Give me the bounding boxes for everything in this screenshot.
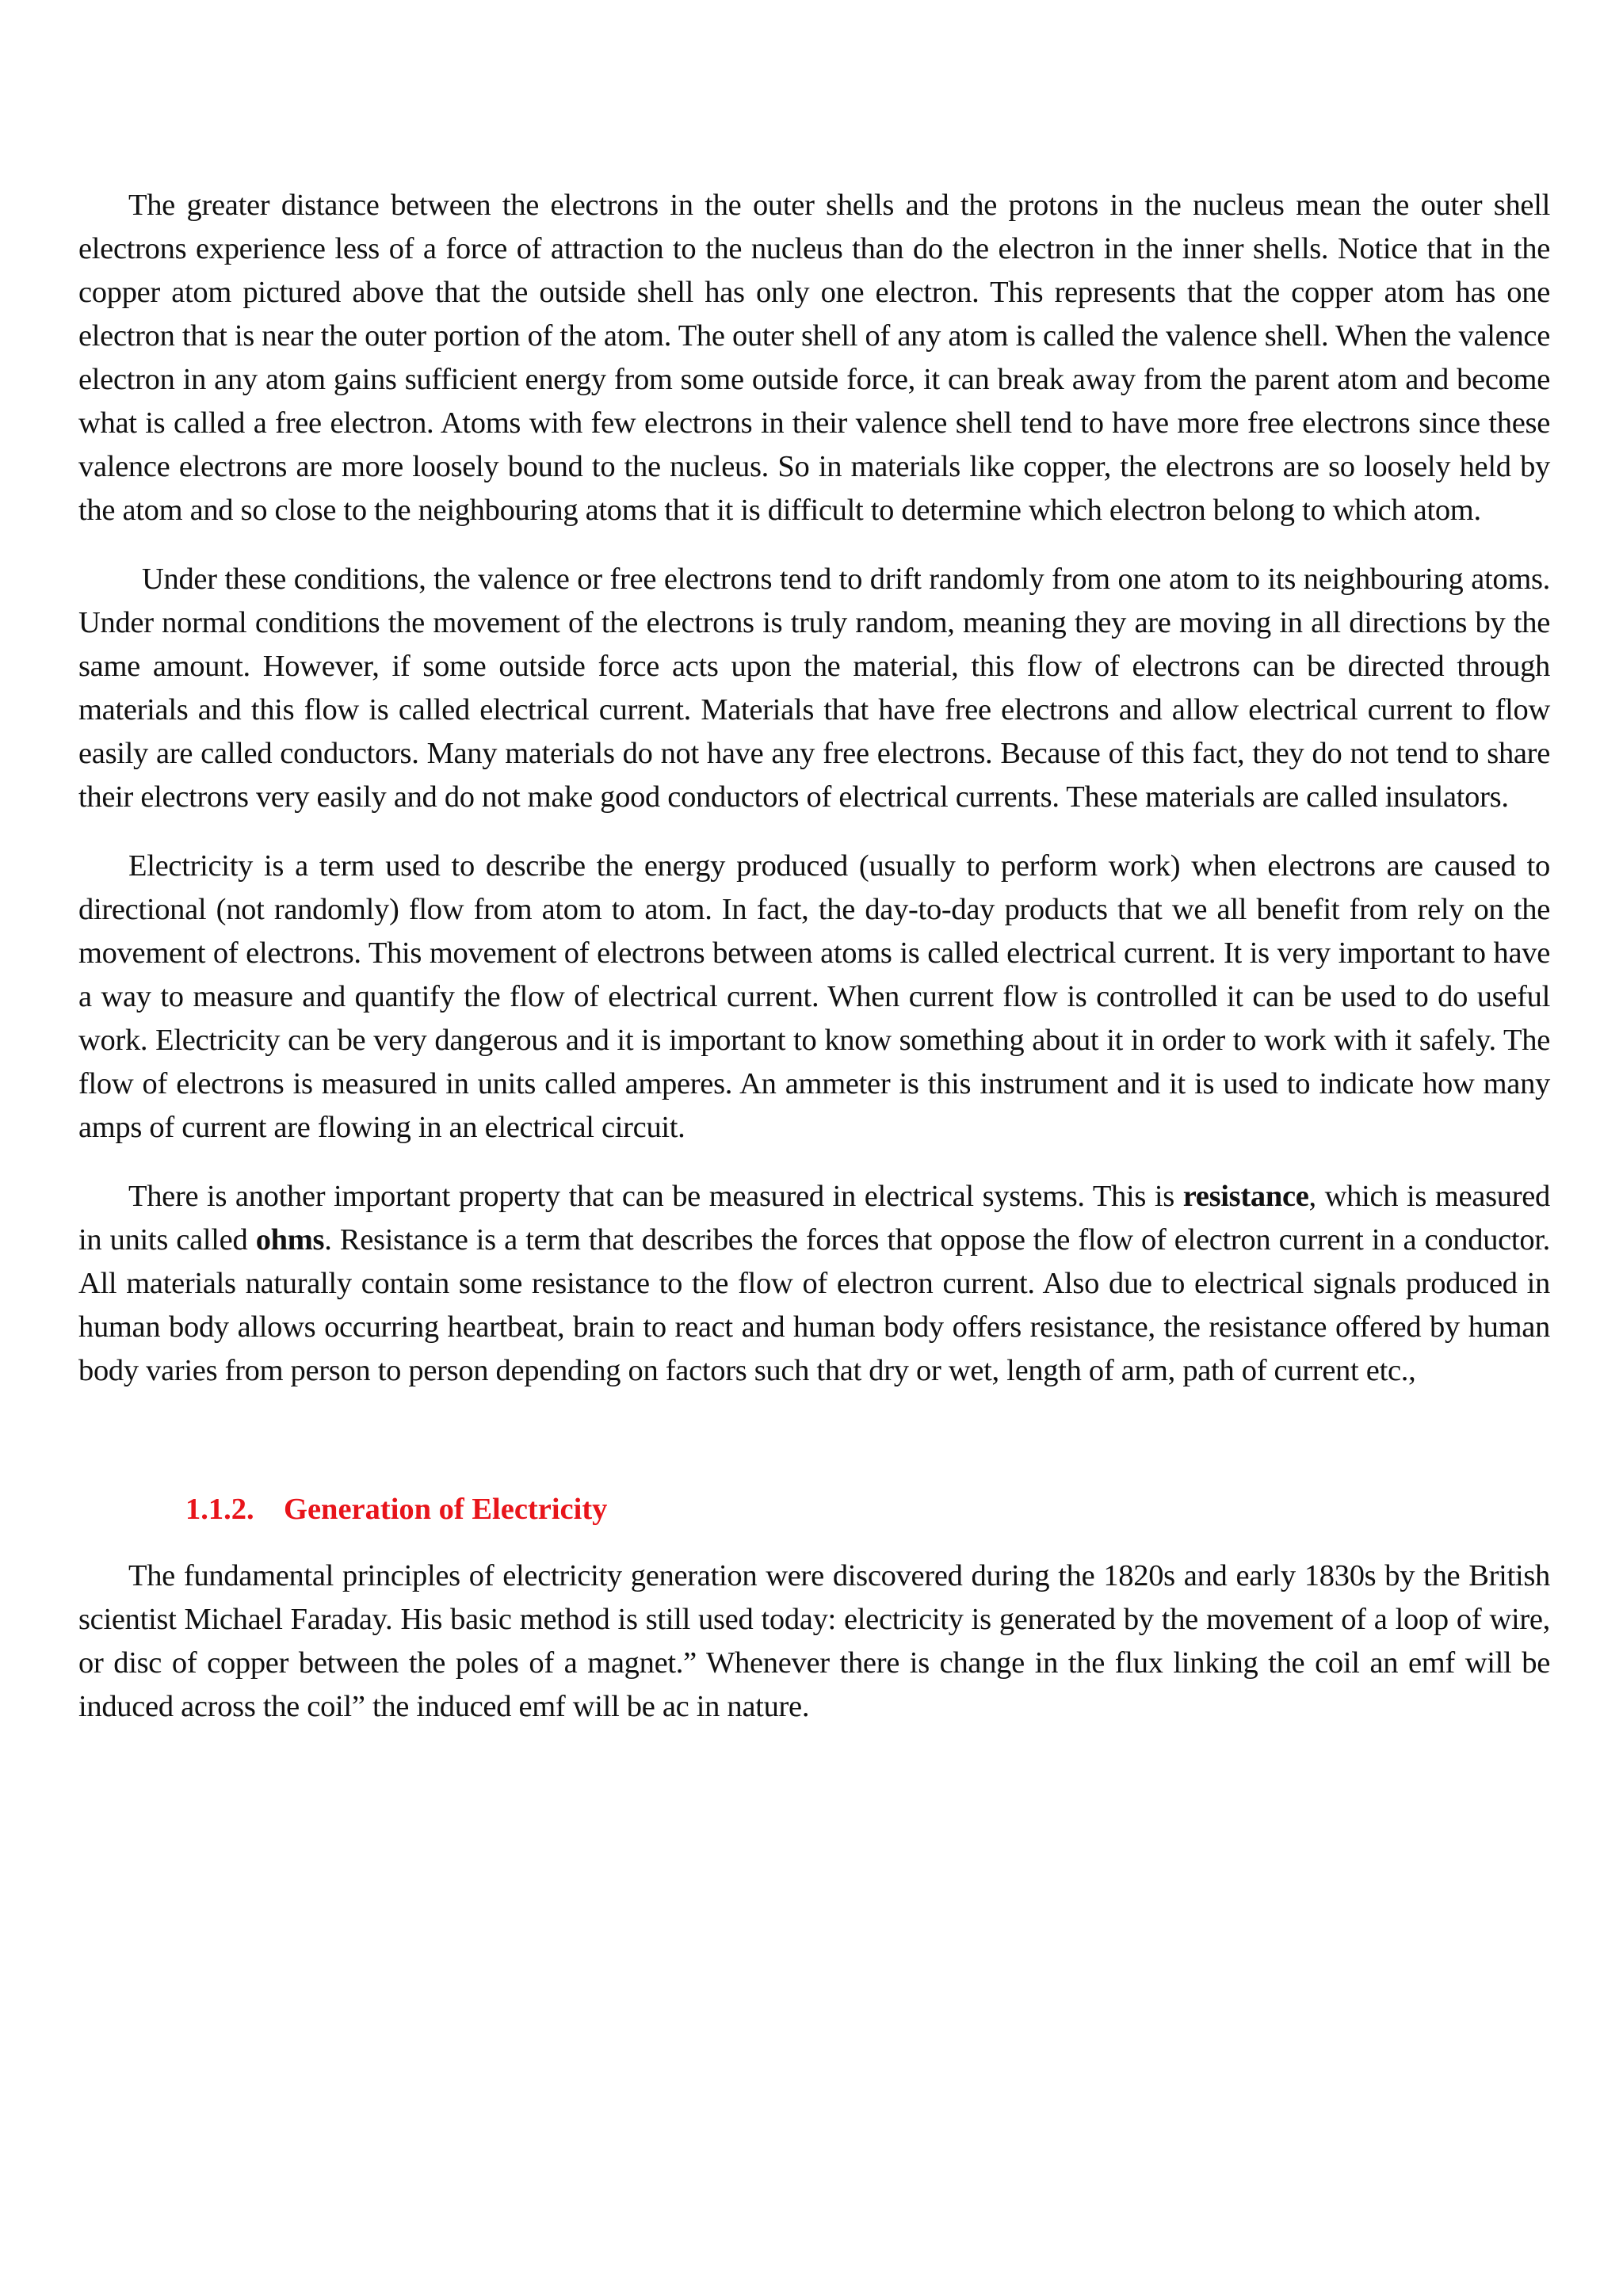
section-heading — [78, 1488, 1550, 1531]
document-page — [78, 184, 1550, 1754]
paragraph-resistance — [78, 1175, 1550, 1393]
section-title: Generation of Electricity — [284, 1493, 608, 1526]
paragraph-generation: The fundamental principles of electricity generation were discovered during the 1820s and early 1830s by the British scientist Michael Faraday. His basic method is still used today: electricity is generated by the movement of a loop of wire, or disc of copper between the poles of a magnet.” Whenever there is change in the flux linking the coil an emf will be induced across the coil” the induced emf will be ac in nature. — [78, 1559, 1550, 1723]
section-number: 1.1.2. — [185, 1493, 254, 1526]
ohms-term: ohms — [255, 1223, 325, 1257]
resistance-text-2: , which is measured in units called — [78, 1180, 1550, 1257]
paragraph-free-electrons: Under these conditions, the valence or free electrons tend to drift randomly from one atom to its neighbouring atoms. Under normal conditions the movement of the electrons is truly random, meaning they are moving in all directions by the same amount. However, if some outside force acts upon the material, this flow of electrons can be directed through materials and this flow is called electrical current. Materials that have free electrons and allow electrical current to flow easily are called conductors. Many materials do not have any free electrons. Because of this fact, they do not tend to share their electrons very easily and do not make good conductors of electrical currents. These materials are called insulators. — [78, 563, 1550, 814]
section-spacer — [78, 1418, 1550, 1488]
resistance-term: resistance — [1182, 1180, 1309, 1213]
paragraph-valence-shell: The greater distance between the electrons in the outer shells and the protons in the nucleus mean the outer shell electrons experience less of a force of attraction to the nucleus than do the electron in the inner shells. Notice that in the copper atom pictured above that the outside shell has only one electron. This represents that the copper atom has one electron that is near the outer portion of the atom. The outer shell of any atom is called the valence shell. When the valence electron in any atom gains sufficient energy from some outside force, it can break away from the parent atom and become what is called a free electron. Atoms with few electrons in their valence shell tend to have more free electrons since these valence electrons are more loosely bound to the nucleus. So in materials like copper, the electrons are so loosely held by the atom and so close to the neighbouring atoms that it is difficult to determine which electron belong to which atom. — [78, 189, 1550, 527]
resistance-text-3: . Resistance is a term that describes the forces that oppose the flow of electron current in a conductor. All materials naturally contain some resistance to the flow of electron current. Also due to electrical signals produced in human body allows occurring heartbeat, brain to react and human body offers resistance, the resistance offered by human body varies from person to person depending on factors such that dry or wet, length of arm, path of current etc., — [78, 1223, 1550, 1387]
resistance-text-1: There is another important property that can be measured in electrical systems. This is — [128, 1180, 1183, 1213]
paragraph-electrical-current: Electricity is a term used to describe the energy produced (usually to perform work) when electrons are caused to directional (not randomly) flow from atom to atom. In fact, the day-to-day products that we all benefit from rely on the movement of electrons. This movement of electrons between atoms is called electrical current. It is very important to have a way to measure and quantify the flow of electrical current. When current flow is controlled it can be used to do useful work. Electricity can be very dangerous and it is important to know something about it in order to work with it safely. The flow of electrons is measured in units called amperes. An ammeter is this instrument and it is used to indicate how many amps of current are flowing in an electrical circuit. — [78, 849, 1550, 1144]
